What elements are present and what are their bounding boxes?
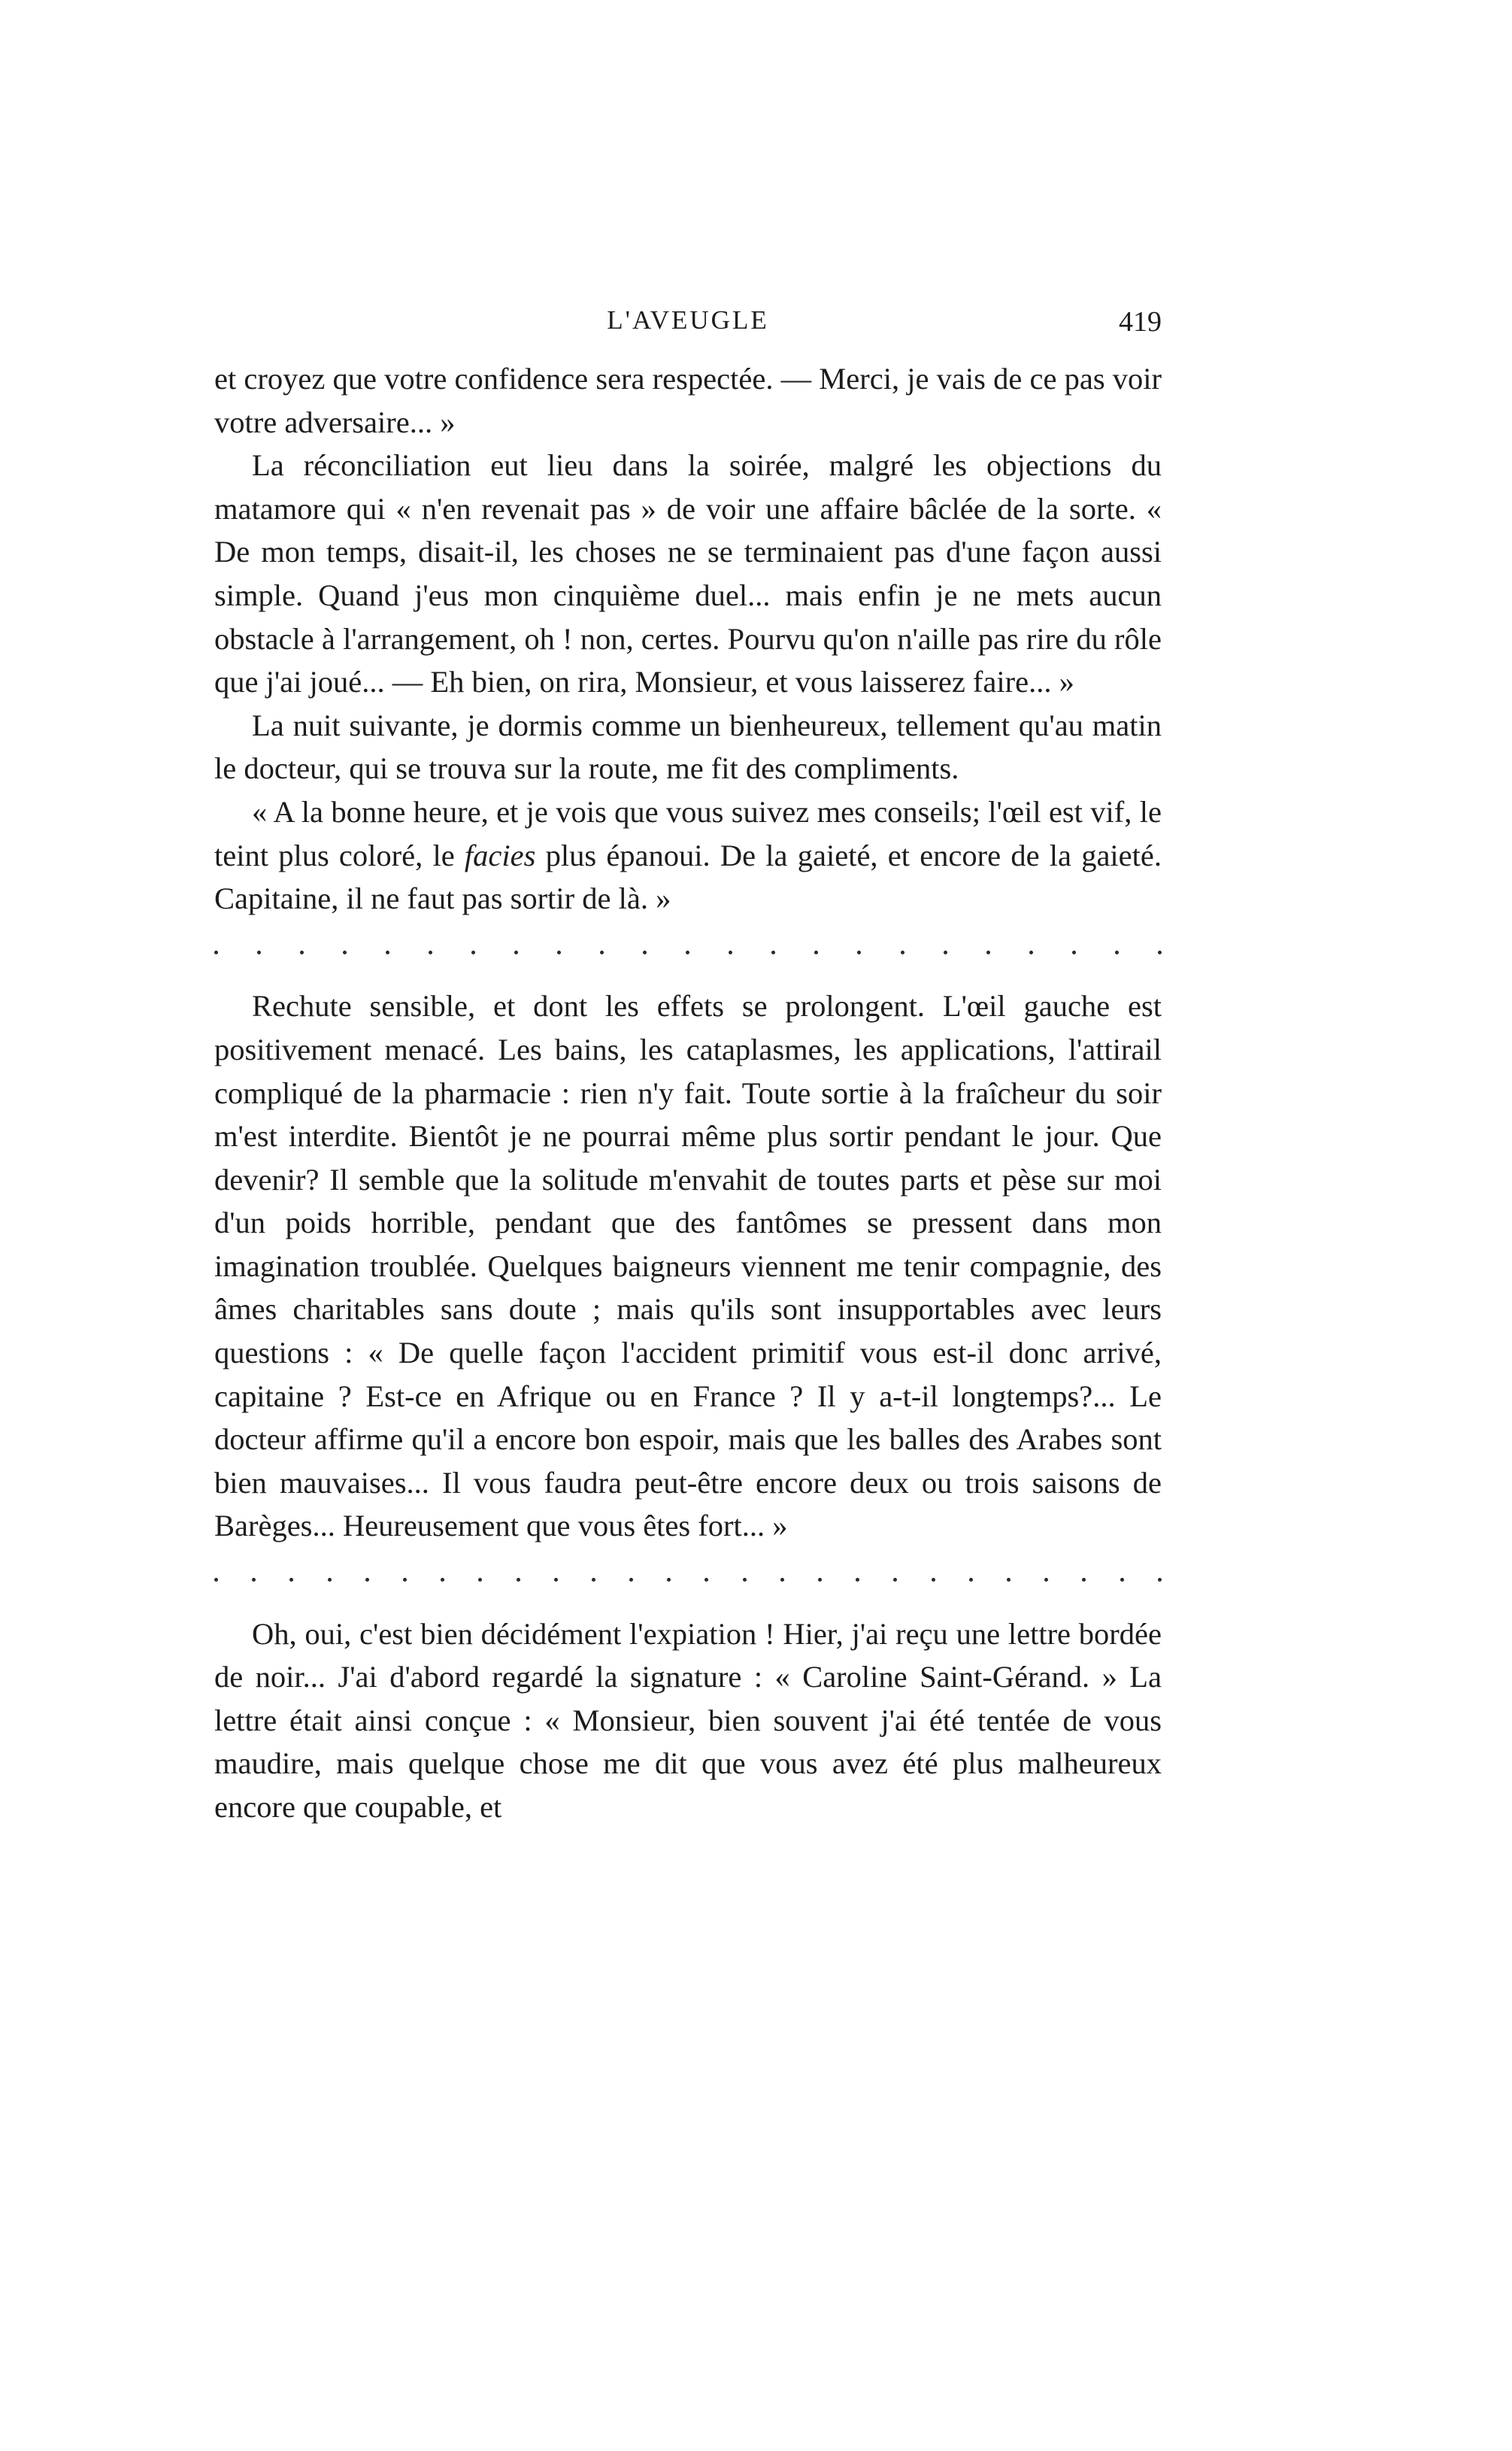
paragraph-relapse: Rechute sensible, et dont les effets se prolongent. L'œil gauche est positivement menacé. Les bains, les cataplasmes, les applications, l'attirail compliqué de la pharmacie : rien n'y fait. Toute sortie à la fraîcheur du soir m'est interdite. Bientôt je ne pourrai même plus sortir pendant le jour. Que devenir? Il semble que la solitude m'envahit de toutes parts et pèse sur moi d'un poids horrible, pendant que des fantômes se pressent dans mon imagination troublée. Quelques baigneurs viennent me tenir compagnie, des âmes charitables sans doute ; mais qu'ils sont insupportables avec leurs questions : « De quelle façon l'accident primitif vous est-il donc arrivé, capitaine ? Est-ce en Afrique ou en France ? Il y a-t-il longtemps?... Le docteur affirme qu'il a encore bon espoir, mais que les balles des Arabes sont bien mauvaises... Il vous faudra peut-être encore deux ou trois saisons de Barèges... Heureusement que vous êtes fort... » [214,989,1162,1543]
paragraph-continuation: et croyez que votre confidence sera respectée. — Merci, je vais de ce pas voir votre adversaire... » [214,362,1162,439]
ellipsis-row-1 [214,921,1162,975]
page-header [214,301,1162,343]
quote-italic-word: facies [464,838,536,872]
quote-text-after: plus épanoui. De la gaieté, et encore de la gaieté. Capitaine, il ne faut pas sortir de là. » [214,838,1162,916]
body-text [214,357,1162,1829]
paragraph-reconciliation: La réconciliation eut lieu dans la soirée, malgré les objections du matamore qui « n'en revenait pas » de voir une affaire bâclée de la sorte. « De mon temps, disait-il, les choses ne se terminaient pas d'une façon aussi simple. Quand j'eus mon cinquième duel... mais enfin je ne mets aucun obstacle à l'arrangement, oh ! non, certes. Pourvu qu'on n'aille pas rire du rôle que j'ai joué... — Eh bien, on rira, Monsieur, et vous laisserez faire... » [214,448,1162,699]
paragraph-doctor-quote [214,790,1162,921]
ellipsis-row-2 [214,1548,1162,1602]
page-number: 419 [1119,306,1162,338]
running-title: L'AVEUGLE [607,305,769,335]
paragraph-night: La nuit suivante, je dormis comme un bienheureux, tellement qu'au matin le docteur, qui se trouva sur la route, me fit des compliments. [214,708,1162,786]
paragraph-letter: Oh, oui, c'est bien décidément l'expiation ! Hier, j'ai reçu une lettre bordée de noir... J'ai d'abord regardé la signature : « Caroline Saint-Gérand. » La lettre était ainsi conçue : « Monsieur, bien souvent j'ai été tentée de vous maudire, mais quelque chose me dit que vous avez été plus malheureux encore que coupable, et [214,1616,1162,1824]
quote-text-before: « A la bonne heure, et je vois que vous suivez mes conseils; l'œil est vif, le teint plus coloré, le [214,794,1162,872]
